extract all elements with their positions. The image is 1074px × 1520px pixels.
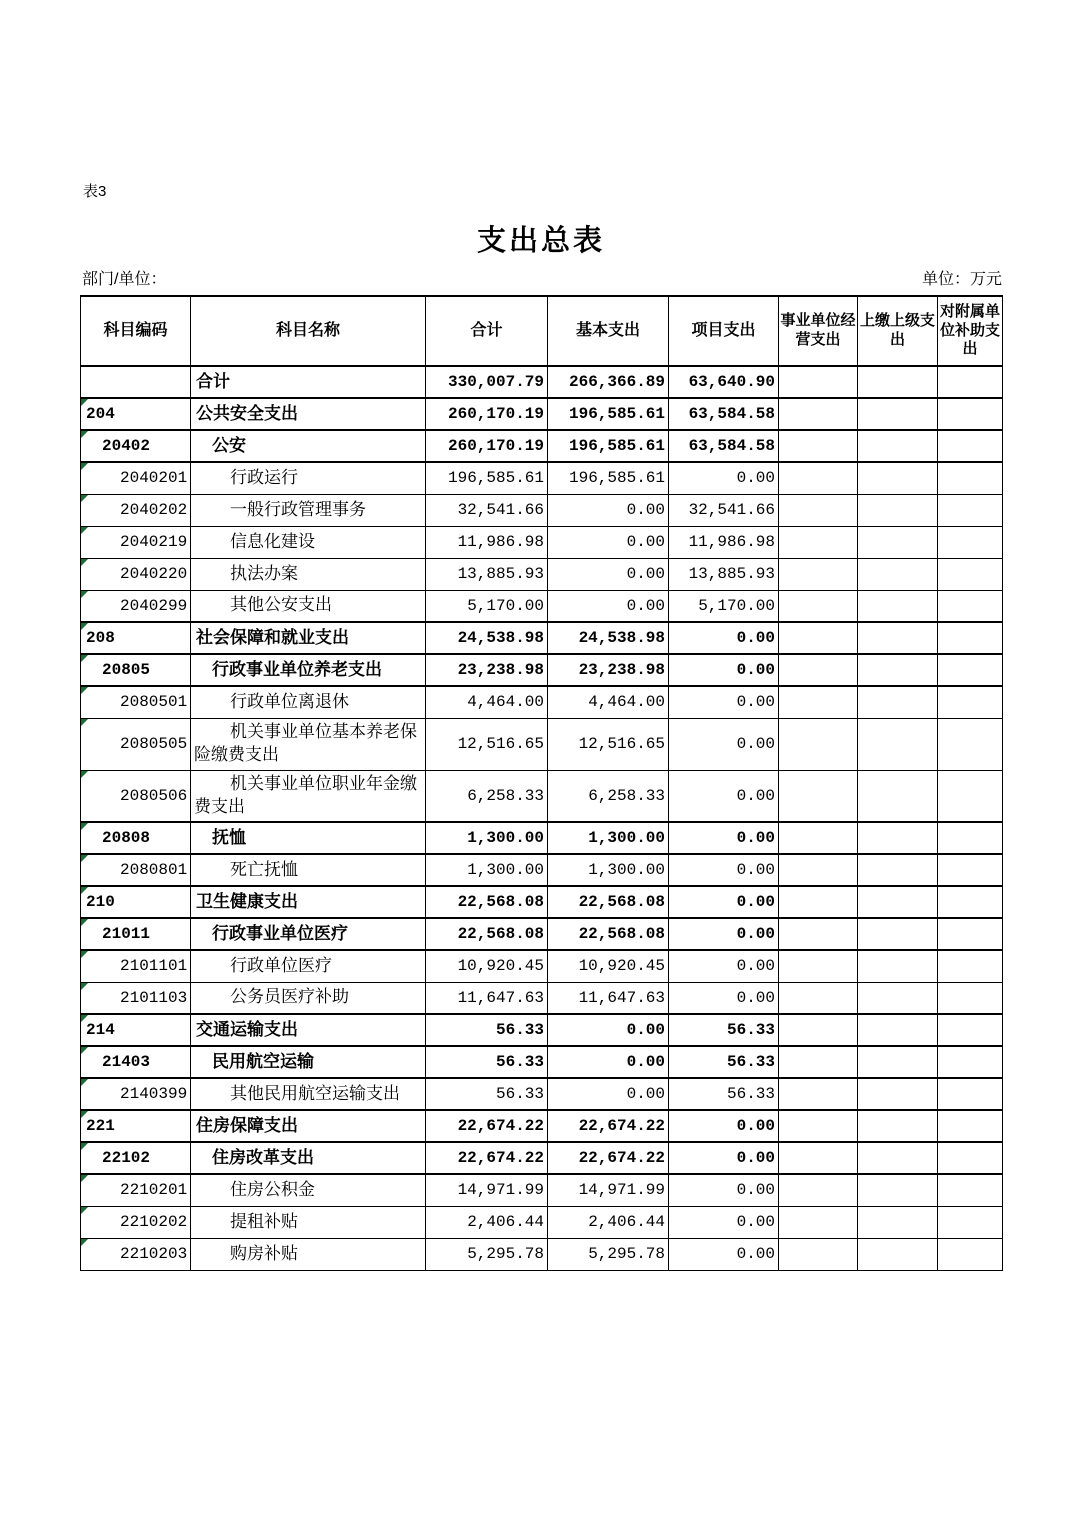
column-header-operating: 事业单位经营支出 [779, 296, 858, 366]
cell-name: 其他民用航空运输支出 [191, 1078, 426, 1110]
cell-operating [779, 1014, 858, 1046]
column-header-code: 科目编码 [81, 296, 191, 366]
table-row [81, 982, 1003, 1014]
cell-operating [779, 654, 858, 686]
cell-upper [858, 654, 938, 686]
sheet-label: 表3 [83, 183, 107, 200]
error-indicator-triangle-icon [81, 527, 88, 534]
table-row [81, 1174, 1003, 1206]
cell-total: 56.33 [426, 1078, 548, 1110]
header-row [81, 296, 1003, 366]
table-row [81, 918, 1003, 950]
cell-basic: 0.00 [548, 1014, 669, 1046]
error-indicator-triangle-icon [81, 719, 88, 726]
cell-name: 住房保障支出 [191, 1110, 426, 1142]
cell-subsidy [938, 686, 1003, 718]
cell-code: 2140399 [81, 1078, 191, 1110]
table-row [81, 366, 1003, 398]
error-indicator-triangle-icon [81, 983, 88, 990]
cell-subsidy [938, 366, 1003, 398]
error-indicator-triangle-icon [81, 559, 88, 566]
cell-code: 2080506 [81, 770, 191, 822]
cell-subsidy [938, 1174, 1003, 1206]
table-row [81, 1078, 1003, 1110]
cell-operating [779, 366, 858, 398]
error-indicator-triangle-icon [81, 951, 88, 958]
cell-subsidy [938, 1110, 1003, 1142]
cell-subsidy [938, 1014, 1003, 1046]
cell-name: 行政事业单位养老支出 [191, 654, 426, 686]
cell-basic: 5,295.78 [548, 1238, 669, 1270]
cell-operating [779, 430, 858, 462]
cell-project: 0.00 [669, 918, 779, 950]
cell-upper [858, 398, 938, 430]
cell-project: 0.00 [669, 1174, 779, 1206]
error-indicator-triangle-icon [81, 655, 88, 662]
cell-operating [779, 686, 858, 718]
cell-code: 208 [81, 622, 191, 654]
cell-name: 交通运输支出 [191, 1014, 426, 1046]
cell-project: 0.00 [669, 1206, 779, 1238]
cell-operating [779, 590, 858, 622]
cell-code: 2210203 [81, 1238, 191, 1270]
cell-total: 56.33 [426, 1046, 548, 1078]
cell-operating [779, 770, 858, 822]
cell-subsidy [938, 1142, 1003, 1174]
cell-upper [858, 1046, 938, 1078]
cell-project: 0.00 [669, 654, 779, 686]
cell-basic: 196,585.61 [548, 462, 669, 494]
cell-project: 13,885.93 [669, 558, 779, 590]
cell-project: 0.00 [669, 950, 779, 982]
cell-project: 0.00 [669, 1238, 779, 1270]
cell-name: 民用航空运输 [191, 1046, 426, 1078]
cell-basic: 12,516.65 [548, 718, 669, 770]
cell-operating [779, 1238, 858, 1270]
cell-name: 抚恤 [191, 822, 426, 854]
cell-name: 购房补贴 [191, 1238, 426, 1270]
error-indicator-triangle-icon [81, 823, 88, 830]
cell-code: 2101101 [81, 950, 191, 982]
cell-code: 2040201 [81, 462, 191, 494]
cell-operating [779, 982, 858, 1014]
error-indicator-triangle-icon [81, 495, 88, 502]
cell-total: 1,300.00 [426, 822, 548, 854]
cell-code: 221 [81, 1110, 191, 1142]
cell-subsidy [938, 654, 1003, 686]
cell-subsidy [938, 854, 1003, 886]
cell-name: 机关事业单位职业年金缴费支出 [191, 770, 426, 822]
cell-project: 56.33 [669, 1078, 779, 1110]
cell-name: 社会保障和就业支出 [191, 622, 426, 654]
cell-operating [779, 622, 858, 654]
cell-operating [779, 886, 858, 918]
cell-project: 11,986.98 [669, 526, 779, 558]
cell-operating [779, 1078, 858, 1110]
cell-total: 5,170.00 [426, 590, 548, 622]
cell-upper [858, 430, 938, 462]
error-indicator-triangle-icon [81, 1079, 88, 1086]
cell-basic: 196,585.61 [548, 430, 669, 462]
cell-code: 20402 [81, 430, 191, 462]
cell-total: 22,674.22 [426, 1142, 548, 1174]
cell-code: 2040202 [81, 494, 191, 526]
cell-upper [858, 918, 938, 950]
cell-operating [779, 1110, 858, 1142]
cell-basic: 0.00 [548, 558, 669, 590]
cell-project: 56.33 [669, 1014, 779, 1046]
cell-total: 14,971.99 [426, 1174, 548, 1206]
error-indicator-triangle-icon [81, 1015, 88, 1022]
cell-operating [779, 718, 858, 770]
cell-basic: 0.00 [548, 1046, 669, 1078]
cell-total: 330,007.79 [426, 366, 548, 398]
cell-project: 0.00 [669, 982, 779, 1014]
cell-operating [779, 398, 858, 430]
cell-project: 56.33 [669, 1046, 779, 1078]
cell-total: 22,674.22 [426, 1110, 548, 1142]
error-indicator-triangle-icon [81, 623, 88, 630]
table-row [81, 590, 1003, 622]
cell-basic: 266,366.89 [548, 366, 669, 398]
cell-code: 210 [81, 886, 191, 918]
cell-upper [858, 718, 938, 770]
cell-project: 5,170.00 [669, 590, 779, 622]
cell-basic: 1,300.00 [548, 822, 669, 854]
cell-total: 10,920.45 [426, 950, 548, 982]
unit-label: 单位：万元 [921, 271, 1002, 288]
cell-total: 22,568.08 [426, 918, 548, 950]
cell-operating [779, 854, 858, 886]
table-row [81, 686, 1003, 718]
cell-upper [858, 462, 938, 494]
cell-upper [858, 686, 938, 718]
cell-subsidy [938, 1238, 1003, 1270]
error-indicator-triangle-icon [81, 1143, 88, 1150]
cell-subsidy [938, 1078, 1003, 1110]
cell-operating [779, 822, 858, 854]
table-row [81, 622, 1003, 654]
cell-total: 12,516.65 [426, 718, 548, 770]
cell-total: 23,238.98 [426, 654, 548, 686]
cell-upper [858, 950, 938, 982]
table-row [81, 770, 1003, 822]
table-row [81, 526, 1003, 558]
cell-basic: 14,971.99 [548, 1174, 669, 1206]
meta-row [82, 266, 1002, 289]
cell-total: 11,647.63 [426, 982, 548, 1014]
cell-upper [858, 366, 938, 398]
cell-upper [858, 1238, 938, 1270]
cell-upper [858, 886, 938, 918]
error-indicator-triangle-icon [81, 887, 88, 894]
cell-upper [858, 854, 938, 886]
cell-total: 5,295.78 [426, 1238, 548, 1270]
cell-total: 2,406.44 [426, 1206, 548, 1238]
column-header-project: 项目支出 [669, 296, 779, 366]
cell-basic: 10,920.45 [548, 950, 669, 982]
cell-subsidy [938, 982, 1003, 1014]
cell-operating [779, 918, 858, 950]
cell-project: 0.00 [669, 886, 779, 918]
cell-subsidy [938, 1046, 1003, 1078]
cell-name: 卫生健康支出 [191, 886, 426, 918]
cell-basic: 0.00 [548, 590, 669, 622]
cell-project: 0.00 [669, 1110, 779, 1142]
cell-subsidy [938, 430, 1003, 462]
cell-operating [779, 1206, 858, 1238]
cell-code [81, 366, 191, 398]
cell-basic: 4,464.00 [548, 686, 669, 718]
cell-project: 0.00 [669, 770, 779, 822]
cell-name: 公安 [191, 430, 426, 462]
cell-name: 机关事业单位基本养老保险缴费支出 [191, 718, 426, 770]
error-indicator-triangle-icon [81, 855, 88, 862]
cell-operating [779, 558, 858, 590]
cell-name: 行政单位医疗 [191, 950, 426, 982]
table-row [81, 1014, 1003, 1046]
cell-project: 63,584.58 [669, 430, 779, 462]
cell-project: 0.00 [669, 462, 779, 494]
cell-code: 21011 [81, 918, 191, 950]
table-row [81, 854, 1003, 886]
cell-project: 0.00 [669, 1142, 779, 1174]
cell-upper [858, 1014, 938, 1046]
table-row [81, 654, 1003, 686]
cell-project: 0.00 [669, 718, 779, 770]
cell-upper [858, 982, 938, 1014]
table-row [81, 430, 1003, 462]
cell-total: 4,464.00 [426, 686, 548, 718]
cell-upper [858, 1206, 938, 1238]
cell-basic: 24,538.98 [548, 622, 669, 654]
cell-name: 公务员医疗补助 [191, 982, 426, 1014]
cell-code: 2080501 [81, 686, 191, 718]
cell-subsidy [938, 950, 1003, 982]
cell-subsidy [938, 1206, 1003, 1238]
table-row [81, 462, 1003, 494]
page-title: 支出总表 [476, 225, 605, 257]
cell-code: 2101103 [81, 982, 191, 1014]
cell-subsidy [938, 398, 1003, 430]
cell-code: 2040220 [81, 558, 191, 590]
cell-operating [779, 462, 858, 494]
cell-basic: 196,585.61 [548, 398, 669, 430]
error-indicator-triangle-icon [81, 1239, 88, 1246]
column-header-basic: 基本支出 [548, 296, 669, 366]
cell-upper [858, 526, 938, 558]
cell-name: 合计 [191, 366, 426, 398]
error-indicator-triangle-icon [81, 919, 88, 926]
cell-basic: 22,568.08 [548, 886, 669, 918]
cell-upper [858, 1078, 938, 1110]
cell-name: 执法办案 [191, 558, 426, 590]
cell-subsidy [938, 918, 1003, 950]
cell-upper [858, 770, 938, 822]
cell-subsidy [938, 462, 1003, 494]
cell-name: 信息化建设 [191, 526, 426, 558]
cell-basic: 23,238.98 [548, 654, 669, 686]
column-header-subsidy: 对附属单位补助支出 [938, 296, 1003, 366]
cell-total: 6,258.33 [426, 770, 548, 822]
cell-upper [858, 494, 938, 526]
cell-code: 2210202 [81, 1206, 191, 1238]
error-indicator-triangle-icon [81, 463, 88, 470]
cell-code: 214 [81, 1014, 191, 1046]
error-indicator-triangle-icon [81, 399, 88, 406]
cell-project: 0.00 [669, 622, 779, 654]
cell-name: 住房公积金 [191, 1174, 426, 1206]
table-body [81, 366, 1003, 1270]
cell-operating [779, 526, 858, 558]
cell-project: 0.00 [669, 822, 779, 854]
cell-subsidy [938, 558, 1003, 590]
error-indicator-triangle-icon [81, 1047, 88, 1054]
cell-name: 公共安全支出 [191, 398, 426, 430]
cell-total: 11,986.98 [426, 526, 548, 558]
cell-name: 一般行政管理事务 [191, 494, 426, 526]
cell-subsidy [938, 822, 1003, 854]
cell-subsidy [938, 770, 1003, 822]
cell-basic: 6,258.33 [548, 770, 669, 822]
error-indicator-triangle-icon [81, 1111, 88, 1118]
cell-basic: 0.00 [548, 494, 669, 526]
cell-upper [858, 1142, 938, 1174]
cell-basic: 0.00 [548, 526, 669, 558]
cell-total: 1,300.00 [426, 854, 548, 886]
cell-code: 20805 [81, 654, 191, 686]
table-row [81, 494, 1003, 526]
cell-total: 260,170.19 [426, 398, 548, 430]
cell-upper [858, 822, 938, 854]
cell-code: 21403 [81, 1046, 191, 1078]
cell-name: 提租补贴 [191, 1206, 426, 1238]
cell-total: 22,568.08 [426, 886, 548, 918]
cell-operating [779, 1142, 858, 1174]
cell-subsidy [938, 494, 1003, 526]
error-indicator-triangle-icon [81, 771, 88, 778]
cell-basic: 0.00 [548, 1078, 669, 1110]
cell-code: 2040299 [81, 590, 191, 622]
table-row [81, 822, 1003, 854]
cell-basic: 22,674.22 [548, 1142, 669, 1174]
cell-project: 0.00 [669, 686, 779, 718]
cell-total: 56.33 [426, 1014, 548, 1046]
table-row [81, 1110, 1003, 1142]
cell-total: 260,170.19 [426, 430, 548, 462]
cell-total: 196,585.61 [426, 462, 548, 494]
expenditure-table [80, 295, 1003, 1271]
cell-basic: 11,647.63 [548, 982, 669, 1014]
cell-name: 死亡抚恤 [191, 854, 426, 886]
cell-code: 22102 [81, 1142, 191, 1174]
cell-operating [779, 494, 858, 526]
cell-code: 20808 [81, 822, 191, 854]
cell-total: 24,538.98 [426, 622, 548, 654]
cell-basic: 2,406.44 [548, 1206, 669, 1238]
cell-basic: 22,674.22 [548, 1110, 669, 1142]
cell-subsidy [938, 718, 1003, 770]
error-indicator-triangle-icon [81, 591, 88, 598]
cell-basic: 22,568.08 [548, 918, 669, 950]
cell-subsidy [938, 622, 1003, 654]
table-row [81, 1142, 1003, 1174]
error-indicator-triangle-icon [81, 431, 88, 438]
table-row [81, 558, 1003, 590]
dept-unit-label: 部门/单位： [82, 271, 167, 288]
cell-basic: 1,300.00 [548, 854, 669, 886]
table-row [81, 886, 1003, 918]
cell-upper [858, 590, 938, 622]
cell-subsidy [938, 590, 1003, 622]
table-row [81, 718, 1003, 770]
error-indicator-triangle-icon [81, 1175, 88, 1182]
cell-upper [858, 1174, 938, 1206]
table-row [81, 1206, 1003, 1238]
cell-code: 2080801 [81, 854, 191, 886]
table-row [81, 398, 1003, 430]
cell-total: 13,885.93 [426, 558, 548, 590]
cell-operating [779, 1174, 858, 1206]
cell-operating [779, 1046, 858, 1078]
cell-total: 32,541.66 [426, 494, 548, 526]
table-row [81, 950, 1003, 982]
cell-name: 住房改革支出 [191, 1142, 426, 1174]
cell-upper [858, 1110, 938, 1142]
error-indicator-triangle-icon [81, 1207, 88, 1214]
cell-operating [779, 950, 858, 982]
cell-code: 2040219 [81, 526, 191, 558]
column-header-upper: 上缴上级支出 [858, 296, 938, 366]
cell-upper [858, 622, 938, 654]
cell-project: 63,584.58 [669, 398, 779, 430]
cell-code: 2080505 [81, 718, 191, 770]
cell-name: 其他公安支出 [191, 590, 426, 622]
cell-name: 行政单位离退休 [191, 686, 426, 718]
cell-project: 32,541.66 [669, 494, 779, 526]
cell-subsidy [938, 886, 1003, 918]
cell-name: 行政事业单位医疗 [191, 918, 426, 950]
cell-code: 204 [81, 398, 191, 430]
error-indicator-triangle-icon [81, 687, 88, 694]
cell-project: 0.00 [669, 854, 779, 886]
cell-code: 2210201 [81, 1174, 191, 1206]
cell-name: 行政运行 [191, 462, 426, 494]
column-header-name: 科目名称 [191, 296, 426, 366]
cell-project: 63,640.90 [669, 366, 779, 398]
cell-upper [858, 558, 938, 590]
table-row [81, 1046, 1003, 1078]
cell-subsidy [938, 526, 1003, 558]
column-header-total: 合计 [426, 296, 548, 366]
table-row [81, 1238, 1003, 1270]
